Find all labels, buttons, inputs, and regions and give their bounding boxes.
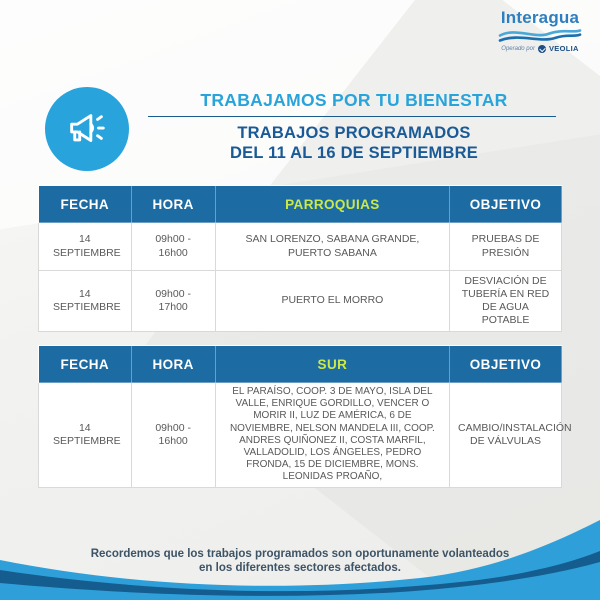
column-header-sur: SUR — [215, 346, 449, 383]
table-row — [39, 223, 562, 271]
column-header-hora: HORA — [131, 186, 215, 223]
page-title-line2: DEL 11 AL 16 DE SEPTIEMBRE — [230, 144, 478, 163]
cell-objetivo: PRUEBAS DE PRESIÓN — [450, 223, 562, 271]
schedule-table-parroquias — [38, 185, 562, 332]
column-header-objetivo: OBJETIVO — [450, 346, 562, 383]
cell-hora: 09h00 - 17h00 — [131, 271, 215, 332]
logo-wave-icon — [496, 28, 584, 43]
veolia-icon — [538, 45, 546, 53]
headline-block — [148, 90, 560, 163]
column-header-objetivo: OBJETIVO — [450, 186, 562, 223]
cell-parroquias: SAN LORENZO, SABANA GRANDE, PUERTO SABANA — [215, 223, 449, 271]
table-row — [39, 383, 562, 488]
schedule-table-sur — [38, 345, 572, 488]
footer-note: Recordemos que los trabajos programados son oportunamente volanteados en los diferentes sectores afectados. — [90, 548, 510, 575]
megaphone-icon — [64, 106, 110, 152]
cell-objetivo: CAMBIO/INSTALACIÓN DE VÁLVULAS — [450, 383, 562, 488]
cell-fecha: 14 SEPTIEMBRE — [39, 223, 132, 271]
tagline: TRABAJAMOS POR TU BIENESTAR — [200, 90, 508, 110]
logo-text: Interagua — [500, 8, 580, 27]
column-header-hora: HORA — [131, 346, 215, 383]
cell-objetivo: DESVIACIÓN DE TUBERÍA EN RED DE AGUA POTABLE — [450, 271, 562, 332]
tagline-divider — [148, 116, 556, 117]
announcement-badge — [45, 87, 129, 171]
cell-sectores: EL PARAÍSO, COOP. 3 DE MAYO, ISLA DEL VALLE, ENRIQUE GORDILLO, VENCER O MORIR II, LUZ DE AMÉRICA, 6 DE NOVIEMBRE, NELSON MANDELA III, COOP. ANDRES QUIÑONEZ II, COSTA MARFIL, VALLADOLID, LOS ÁNGELES, PEDRO FRONDA, 15 DE DICIEMBRE, MONS. LEONIDAS PROAÑO, — [215, 383, 449, 488]
cell-parroquias: PUERTO EL MORRO — [215, 271, 449, 332]
cell-fecha: 14 SEPTIEMBRE — [39, 383, 132, 488]
bottom-wave-decoration — [0, 490, 600, 600]
operated-by-label: Operado por — [501, 45, 535, 52]
interagua-logo — [492, 8, 588, 53]
column-header-fecha: FECHA — [39, 186, 132, 223]
table-row — [39, 271, 562, 332]
column-header-fecha: FECHA — [39, 346, 132, 383]
table-header-row — [39, 186, 562, 223]
table-header-row — [39, 346, 562, 383]
operator-name: VEOLIA — [548, 44, 579, 53]
cell-fecha: 14 SEPTIEMBRE — [39, 271, 132, 332]
page-title-line1: TRABAJOS PROGRAMADOS — [237, 124, 471, 142]
cell-hora: 09h00 - 16h00 — [131, 223, 215, 271]
column-header-parroquias: PARROQUIAS — [215, 186, 449, 223]
operated-by — [492, 44, 588, 53]
cell-hora: 09h00 - 16h00 — [131, 383, 215, 488]
